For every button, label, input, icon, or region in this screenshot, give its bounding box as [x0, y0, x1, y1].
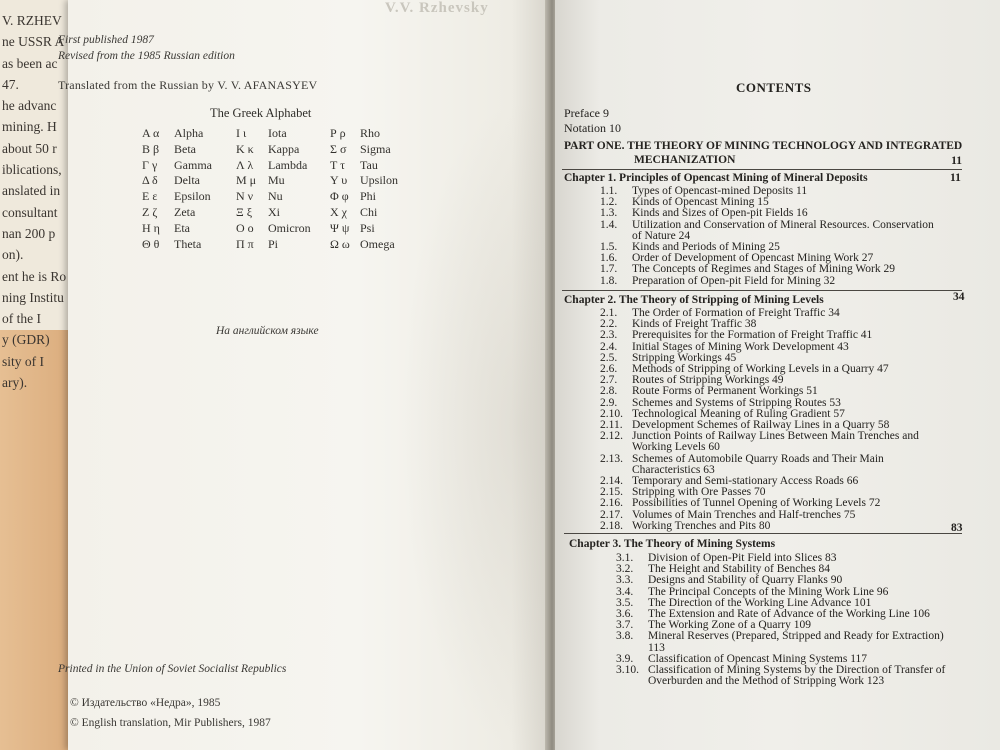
toc-entry: 3.9. Classification of Opencast Mining Systems 117 — [616, 652, 868, 665]
greek-alphabet-title: The Greek Alphabet — [210, 106, 312, 120]
contents-title: CONTENTS — [736, 80, 812, 95]
alphabet-cell: Beta — [174, 141, 196, 156]
alphabet-cell: Γ γ — [142, 157, 158, 172]
alphabet-cell: Kappa — [268, 141, 300, 156]
alphabet-cell: Theta — [174, 236, 202, 251]
toc-entry: 3.4. The Principal Concepts of the Mining Work Line 96 — [616, 585, 889, 598]
toc-entry: 3.10. Classification of Mining Systems by the Direction of Transfer of Overburden and the Method of Stripping Work 123 — [616, 664, 946, 688]
alphabet-cell: Υ υ — [330, 173, 348, 188]
alphabet-cell: Tau — [360, 157, 378, 172]
preface-entry: Preface 9 — [564, 106, 609, 120]
printed-in-note: Printed in the Union of Soviet Socialist Republics — [58, 663, 287, 675]
alphabet-cell: Upsilon — [360, 173, 399, 188]
alphabet-cell: Σ σ — [330, 141, 347, 156]
toc-entry: 2.9. Schemes and Systems of Stripping Routes 53 — [600, 396, 841, 409]
toc-entry: 2.3. Prerequisites for the Formation of Freight Traffic 41 — [600, 329, 873, 342]
toc-entry: 1.4. Utilization and Conservation of Mineral Resources. Conservation of Nature 24 — [600, 218, 934, 242]
toc-entry: 2.1. The Order of Formation of Freight Traffic 34 — [600, 307, 840, 319]
section-rule — [562, 169, 962, 170]
toc-entry: 2.17. Volumes of Main Trenches and Half-trenches 75 — [600, 508, 856, 521]
alphabet-cell: Nu — [268, 189, 283, 204]
toc-entry: 2.11. Development Schemes of Railway Lines in a Quarry 58 — [600, 419, 890, 432]
chapter-heading: Chapter 1. Principles of Opencast Mining of Mineral Deposits — [564, 172, 868, 184]
alphabet-cell: Ψ ψ — [330, 220, 350, 235]
alphabet-cell: Delta — [174, 173, 200, 188]
toc-entry: 2.16. Possibilities of Tunnel Opening of Working Levels 72 — [600, 497, 881, 510]
alphabet-cell: Eta — [174, 220, 190, 235]
toc-entry: 3.6. The Extension and Rate of Advance of the Working Line 106 — [616, 608, 930, 621]
alphabet-cell: Δ δ — [142, 173, 158, 188]
toc-entry: 2.6. Methods of Stripping of Working Levels in a Quarry 47 — [600, 363, 889, 376]
part-heading-line: PART ONE. THE THEORY OF MINING TECHNOLOGY AND INTEGRATED — [564, 140, 963, 152]
toc-entry: 3.1. Division of Open-Pit Field into Slices 83 — [616, 552, 837, 564]
toc-entry: 2.14. Temporary and Semi-stationary Access Roads 66 — [600, 475, 859, 488]
alphabet-cell: Gamma — [174, 157, 212, 172]
alphabet-cell: Θ θ — [142, 236, 160, 251]
toc-entry: 2.4. Initial Stages of Mining Work Development 43 — [600, 340, 849, 353]
publication-imprint — [58, 32, 235, 64]
toc-entry: 1.2. Kinds of Opencast Mining 15 — [600, 196, 769, 209]
toc-entry: 3.5. The Direction of the Working Line Advance 101 — [616, 596, 872, 609]
toc-entry: 2.5. Stripping Workings 45 — [600, 351, 737, 364]
toc-entry: 1.8. Preparation of Open-pit Field for Mining 32 — [600, 274, 836, 287]
toc-entry: 2.8. Route Forms of Permanent Workings 51 — [600, 385, 818, 398]
alphabet-cell: Χ χ — [330, 204, 347, 219]
alphabet-cell: Lambda — [268, 157, 308, 172]
toc-entry: 1.6. Order of Development of Opencast Mining Work 27 — [600, 252, 874, 265]
alphabet-cell: Ω ω — [330, 236, 350, 251]
toc-entry: 2.12. Junction Points of Railway Lines Between Main Trenches and Working Levels 60 — [600, 430, 919, 454]
chapter-page-number: 11 — [950, 172, 961, 184]
alphabet-cell: Psi — [360, 220, 375, 235]
alphabet-cell: Τ τ — [330, 157, 345, 172]
alphabet-cell: Epsilon — [174, 189, 211, 204]
alphabet-cell: Mu — [268, 173, 285, 188]
alphabet-cell: Pi — [268, 236, 279, 251]
alphabet-cell: Omicron — [268, 220, 311, 235]
language-note: На английском языке — [216, 325, 319, 337]
toc-entry: 2.15. Stripping with Ore Passes 70 — [600, 486, 766, 499]
alphabet-cell: Ν ν — [236, 189, 254, 204]
alphabet-cell: Κ κ — [236, 141, 254, 156]
alphabet-cell: Β β — [142, 141, 160, 156]
translator-credit: Translated from the Russian by V. V. AFANASYEV — [58, 78, 318, 92]
part-one-heading — [564, 139, 964, 167]
toc-entry: 2.2. Kinds of Freight Traffic 38 — [600, 318, 757, 331]
chapter-2-sections — [600, 308, 945, 532]
alphabet-cell: Ι ι — [236, 126, 247, 140]
alphabet-cell: Phi — [360, 189, 377, 204]
alphabet-cell: Chi — [360, 204, 378, 219]
chapter-heading: Chapter 2. The Theory of Stripping of Mining Levels — [564, 294, 824, 306]
chapter-heading: Chapter 3. The Theory of Mining Systems — [569, 538, 776, 550]
toc-entry: 3.3. Designs and Stability of Quarry Flanks 90 — [616, 574, 843, 587]
greek-alphabet-table — [142, 126, 420, 252]
notation-entry: Notation 10 — [564, 121, 621, 135]
alphabet-cell: Omega — [360, 236, 395, 251]
toc-entry: 2.10. Technological Meaning of Ruling Gradient 57 — [600, 407, 845, 420]
alphabet-cell: Μ μ — [236, 173, 257, 188]
alphabet-cell: Alpha — [174, 126, 204, 140]
alphabet-cell: Λ λ — [236, 157, 254, 172]
toc-entry: 1.1. Types of Opencast-mined Deposits 11 — [600, 185, 808, 197]
alphabet-cell: Iota — [268, 126, 287, 140]
section-rule — [564, 533, 962, 534]
copyright-translation: © English translation, Mir Publishers, 1987 — [70, 717, 271, 729]
chapter-page-number: 83 — [951, 522, 963, 534]
alphabet-cell: Sigma — [360, 141, 391, 156]
copyright-original: © Издательство «Недра», 1985 — [70, 697, 221, 709]
alphabet-cell: Η η — [142, 220, 160, 235]
toc-entry: 1.7. The Concepts of Regimes and Stages of Mining Work 29 — [600, 263, 896, 276]
alphabet-cell: Rho — [360, 126, 381, 140]
chapter-page-number: 34 — [953, 291, 965, 303]
revised-from: Revised from the 1985 Russian edition — [58, 50, 235, 62]
alphabet-cell: Ρ ρ — [330, 126, 346, 140]
show-through-author: V.V. Rzhevsky — [385, 0, 489, 16]
chapter-1-sections — [600, 186, 945, 287]
chapter-3-sections — [616, 553, 946, 687]
alphabet-cell: Φ φ — [330, 189, 349, 204]
toc-entry: 1.3. Kinds and Sizes of Open-pit Fields 16 — [600, 207, 808, 220]
alphabet-cell: Ζ ζ — [142, 204, 158, 219]
background-book-text: V. RZHEV ne USSR A as been ac 47. he advanc mining. H about 50 r iblications, anslated in consultant nan 200 p on). ent he is Ro ning Institu of the I y (GDR) sity of I ary). — [2, 13, 67, 391]
alphabet-cell: Ε ε — [142, 189, 158, 204]
toc-entry: 3.2. The Height and Stability of Benches 84 — [616, 563, 831, 576]
alphabet-cell: Α α — [142, 126, 160, 140]
alphabet-cell: Zeta — [174, 204, 196, 219]
part-heading-line: MECHANIZATION — [634, 154, 736, 166]
toc-entry: 3.8. Mineral Reserves (Prepared, Stripped and Ready for Extraction) 113 — [616, 630, 944, 654]
alphabet-cell: Ξ ξ — [236, 204, 253, 219]
toc-entry: 3.7. The Working Zone of a Quarry 109 — [616, 619, 812, 632]
alphabet-cell: Xi — [268, 204, 280, 219]
toc-entry: 2.18. Working Trenches and Pits 80 — [600, 519, 771, 532]
section-rule — [562, 290, 962, 291]
first-published: First published 1987 — [58, 34, 154, 46]
part-page-number: 11 — [951, 155, 962, 167]
toc-entry: 1.5. Kinds and Periods of Mining 25 — [600, 241, 780, 254]
toc-entry: 2.7. Routes of Stripping Workings 49 — [600, 374, 784, 387]
alphabet-cell: Π π — [236, 236, 254, 251]
alphabet-cell: Ο ο — [236, 220, 254, 235]
toc-entry: 2.13. Schemes of Automobile Quarry Roads and Their Main Characteristics 63 — [600, 452, 884, 476]
